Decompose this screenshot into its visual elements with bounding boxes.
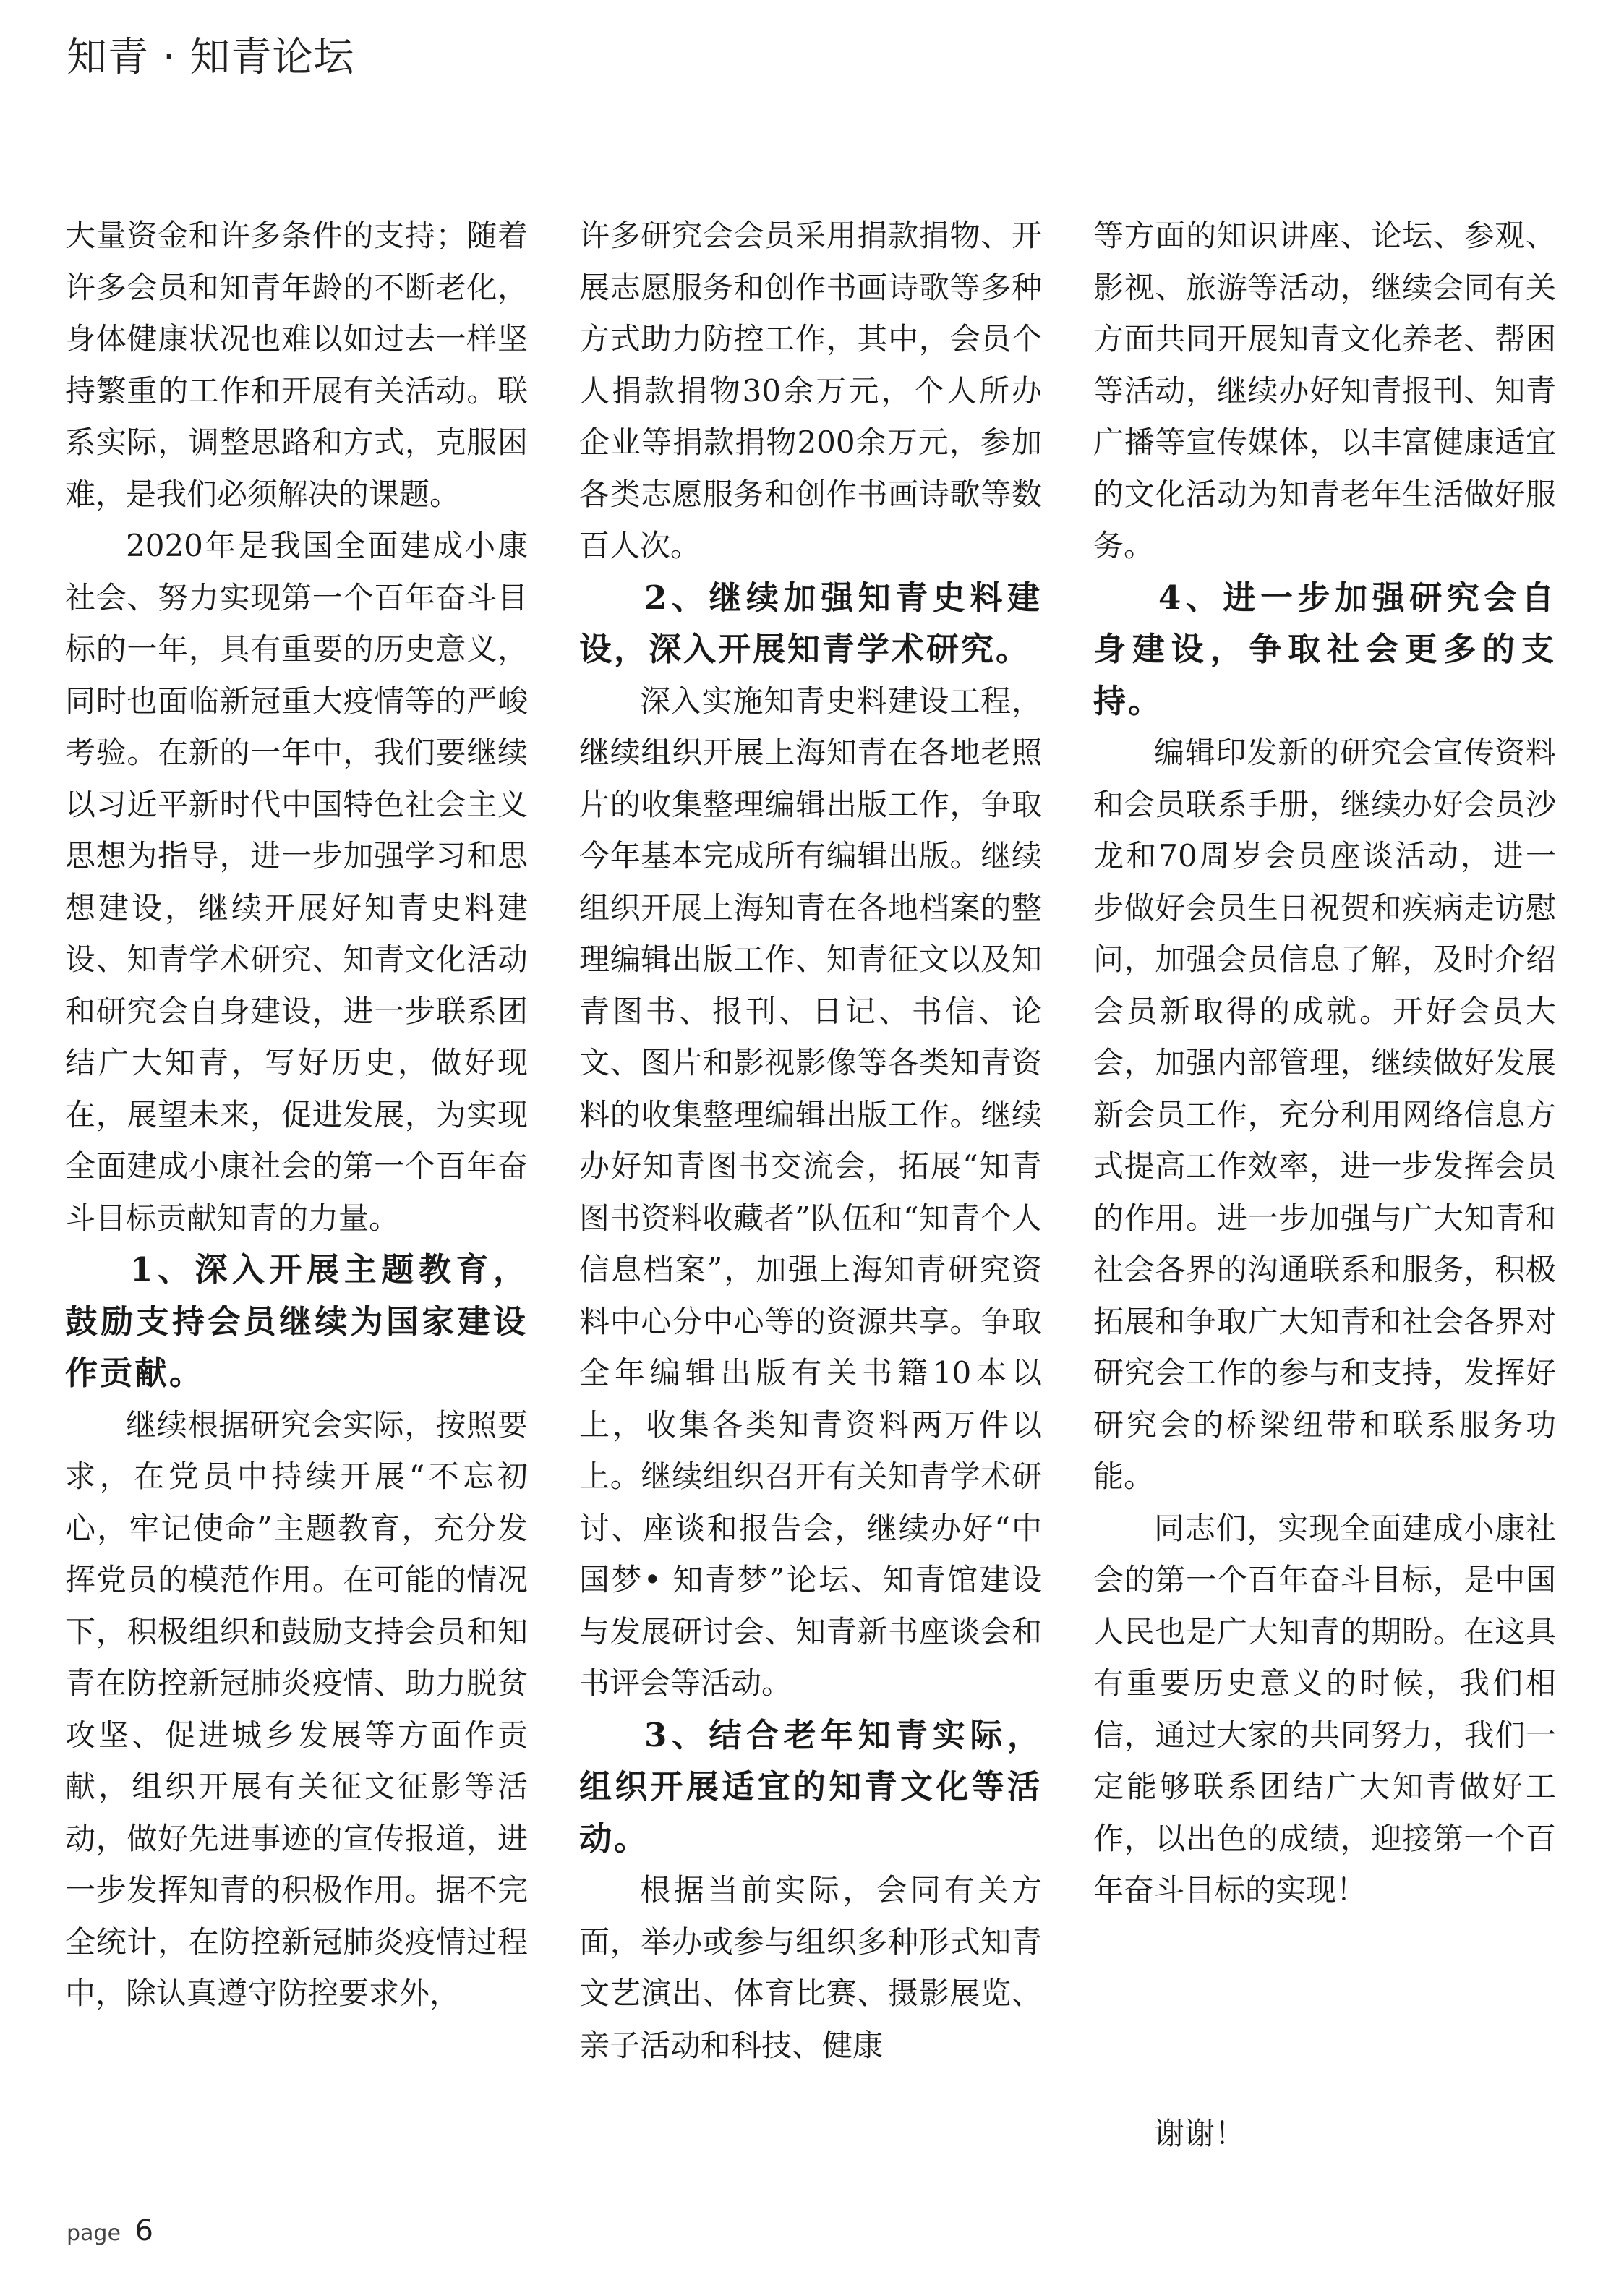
paragraph-continued: 大量资金和许多条件的支持；随着许多会员和知青年龄的不断老化，身体健康状况也难以如过去一样坚持繁重的工作和开展有关活动。联系实际，调整思路和方式，克服困难，是我们必须解决的课题。 — [65, 218, 528, 512]
paragraph-2020-goals: 2020年是我国全面建成小康社会、努力实现第一个百年奋斗目标的一年，具有重要的历史意义，同时也面临新冠重大疫情等的严峻考验。在新的一年中，我们要继续以习近平新时代中国特色社会主义思想为指导，进一步加强学习和思想建设，继续开展好知青史料建设、知青学术研究、知青文化活动和研究会自身建设，进一步联系团结广大知青，写好历史，做好现在，展望未来，促进发展，为实现全面建成小康社会的第一个百年奋斗目标贡献知青的力量。 — [65, 528, 528, 1236]
text-column-1 — [65, 210, 528, 2020]
paragraph-section-2: 深入实施知青史料建设工程，继续组织开展上海知青在各地老照片的收集整理编辑出版工作，争取今年基本完成所有编辑出版。继续组织开展上海知青在各地档案的整理编辑出版工作、知青征文以及知青图书、报刊、日记、书信、论文、图片和影视影像等各类知青资料的收集整理编辑出版工作。继续办好知青图书交流会，拓展“知青图书资料收藏者”队伍和“知青个人信息档案”，加强上海知青研究资料中心分中心等的资源共享。争取全年编辑出版有关书籍10本以上，收集各类知青资料两万件以上。继续组织召开有关知青学术研讨、座谈和报告会，继续办好“中国梦• 知青梦”论坛、知青馆建设与发展研讨会、知青新书座谈会和书评会等活动。 — [579, 683, 1042, 1701]
page-footer — [67, 2213, 153, 2252]
section-heading-1: 1、深入开展主题教育，鼓励支持会员继续为国家建设作贡献。 — [65, 1250, 528, 1392]
paragraph-continued: 许多研究会会员采用捐款捐物、开展志愿服务和创作书画诗歌等多种方式助力防控工作，其中，会员个人捐款捐物30余万元，个人所办企业等捐款捐物200余万元，参加各类志愿服务和创作书画诗歌等数百人次。 — [579, 218, 1042, 563]
section-heading-3: 3、结合老年知青实际，组织开展适宜的知青文化等活动。 — [579, 1715, 1042, 1858]
text-column-3 — [1093, 210, 1556, 2151]
paragraph-section-1: 继续根据研究会实际，按照要求，在党员中持续开展“不忘初心，牢记使命”主题教育，充分发挥党员的模范作用。在可能的情况下，积极组织和鼓励支持会员和知青在防控新冠肺炎疫情、助力脱贫攻坚、促进城乡发展等方面作贡献，组织开展有关征文征影等活动，做好先进事迹的宣传报道，进一步发挥知青的积极作用。据不完全统计，在防控新冠肺炎疫情过程中，除认真遵守防控要求外， — [65, 1406, 528, 2011]
paragraph-section-4: 编辑印发新的研究会宣传资料和会员联系手册，继续办好会员沙龙和70周岁会员座谈活动，进一步做好会员生日祝贺和疾病走访慰问，加强会员信息了解，及时介绍会员新取得的成就。开好会员大会，加强内部管理，继续做好发展新会员工作，充分利用网络信息方式提高工作效率，进一步发挥会员的作用。进一步加强与广大知青和社会各界的沟通联系和服务，积极拓展和争取广大知青和社会各界对研究会工作的参与和支持，发挥好研究会的桥梁纽带和联系服务功能。 — [1093, 735, 1556, 1494]
page-number: 6 — [134, 2214, 153, 2247]
paragraph-section-3: 根据当前实际，会同有关方面，举办或参与组织多种形式知青文艺演出、体育比赛、摄影展览、亲子活动和科技、健康 — [579, 1872, 1042, 2063]
paragraph-closing: 同志们，实现全面建成小康社会的第一个百年奋斗目标，是中国人民也是广大知青的期盼。在这具有重要历史意义的时候，我们相信，通过大家的共同努力，我们一定能够联系团结广大知青做好工作，以出色的成绩，迎接第一个百年奋斗目标的实现！ — [1093, 1510, 1556, 1908]
running-header: 知青 · 知青论坛 — [67, 34, 355, 81]
closing-thanks: 谢谢！ — [1154, 2116, 1246, 2151]
text-column-2 — [579, 210, 1042, 2071]
section-heading-2: 2、继续加强知青史料建设，深入开展知青学术研究。 — [579, 578, 1042, 668]
page-label: page — [67, 2221, 121, 2246]
paragraph-continued: 等方面的知识讲座、论坛、参观、影视、旅游等活动，继续会同有关方面共同开展知青文化养老、帮困等活动，继续办好知青报刊、知青广播等宣传媒体，以丰富健康适宜的文化活动为知青老年生活做好服务。 — [1093, 218, 1556, 563]
section-heading-4: 4、进一步加强研究会自身建设，争取社会更多的支持。 — [1093, 578, 1556, 720]
